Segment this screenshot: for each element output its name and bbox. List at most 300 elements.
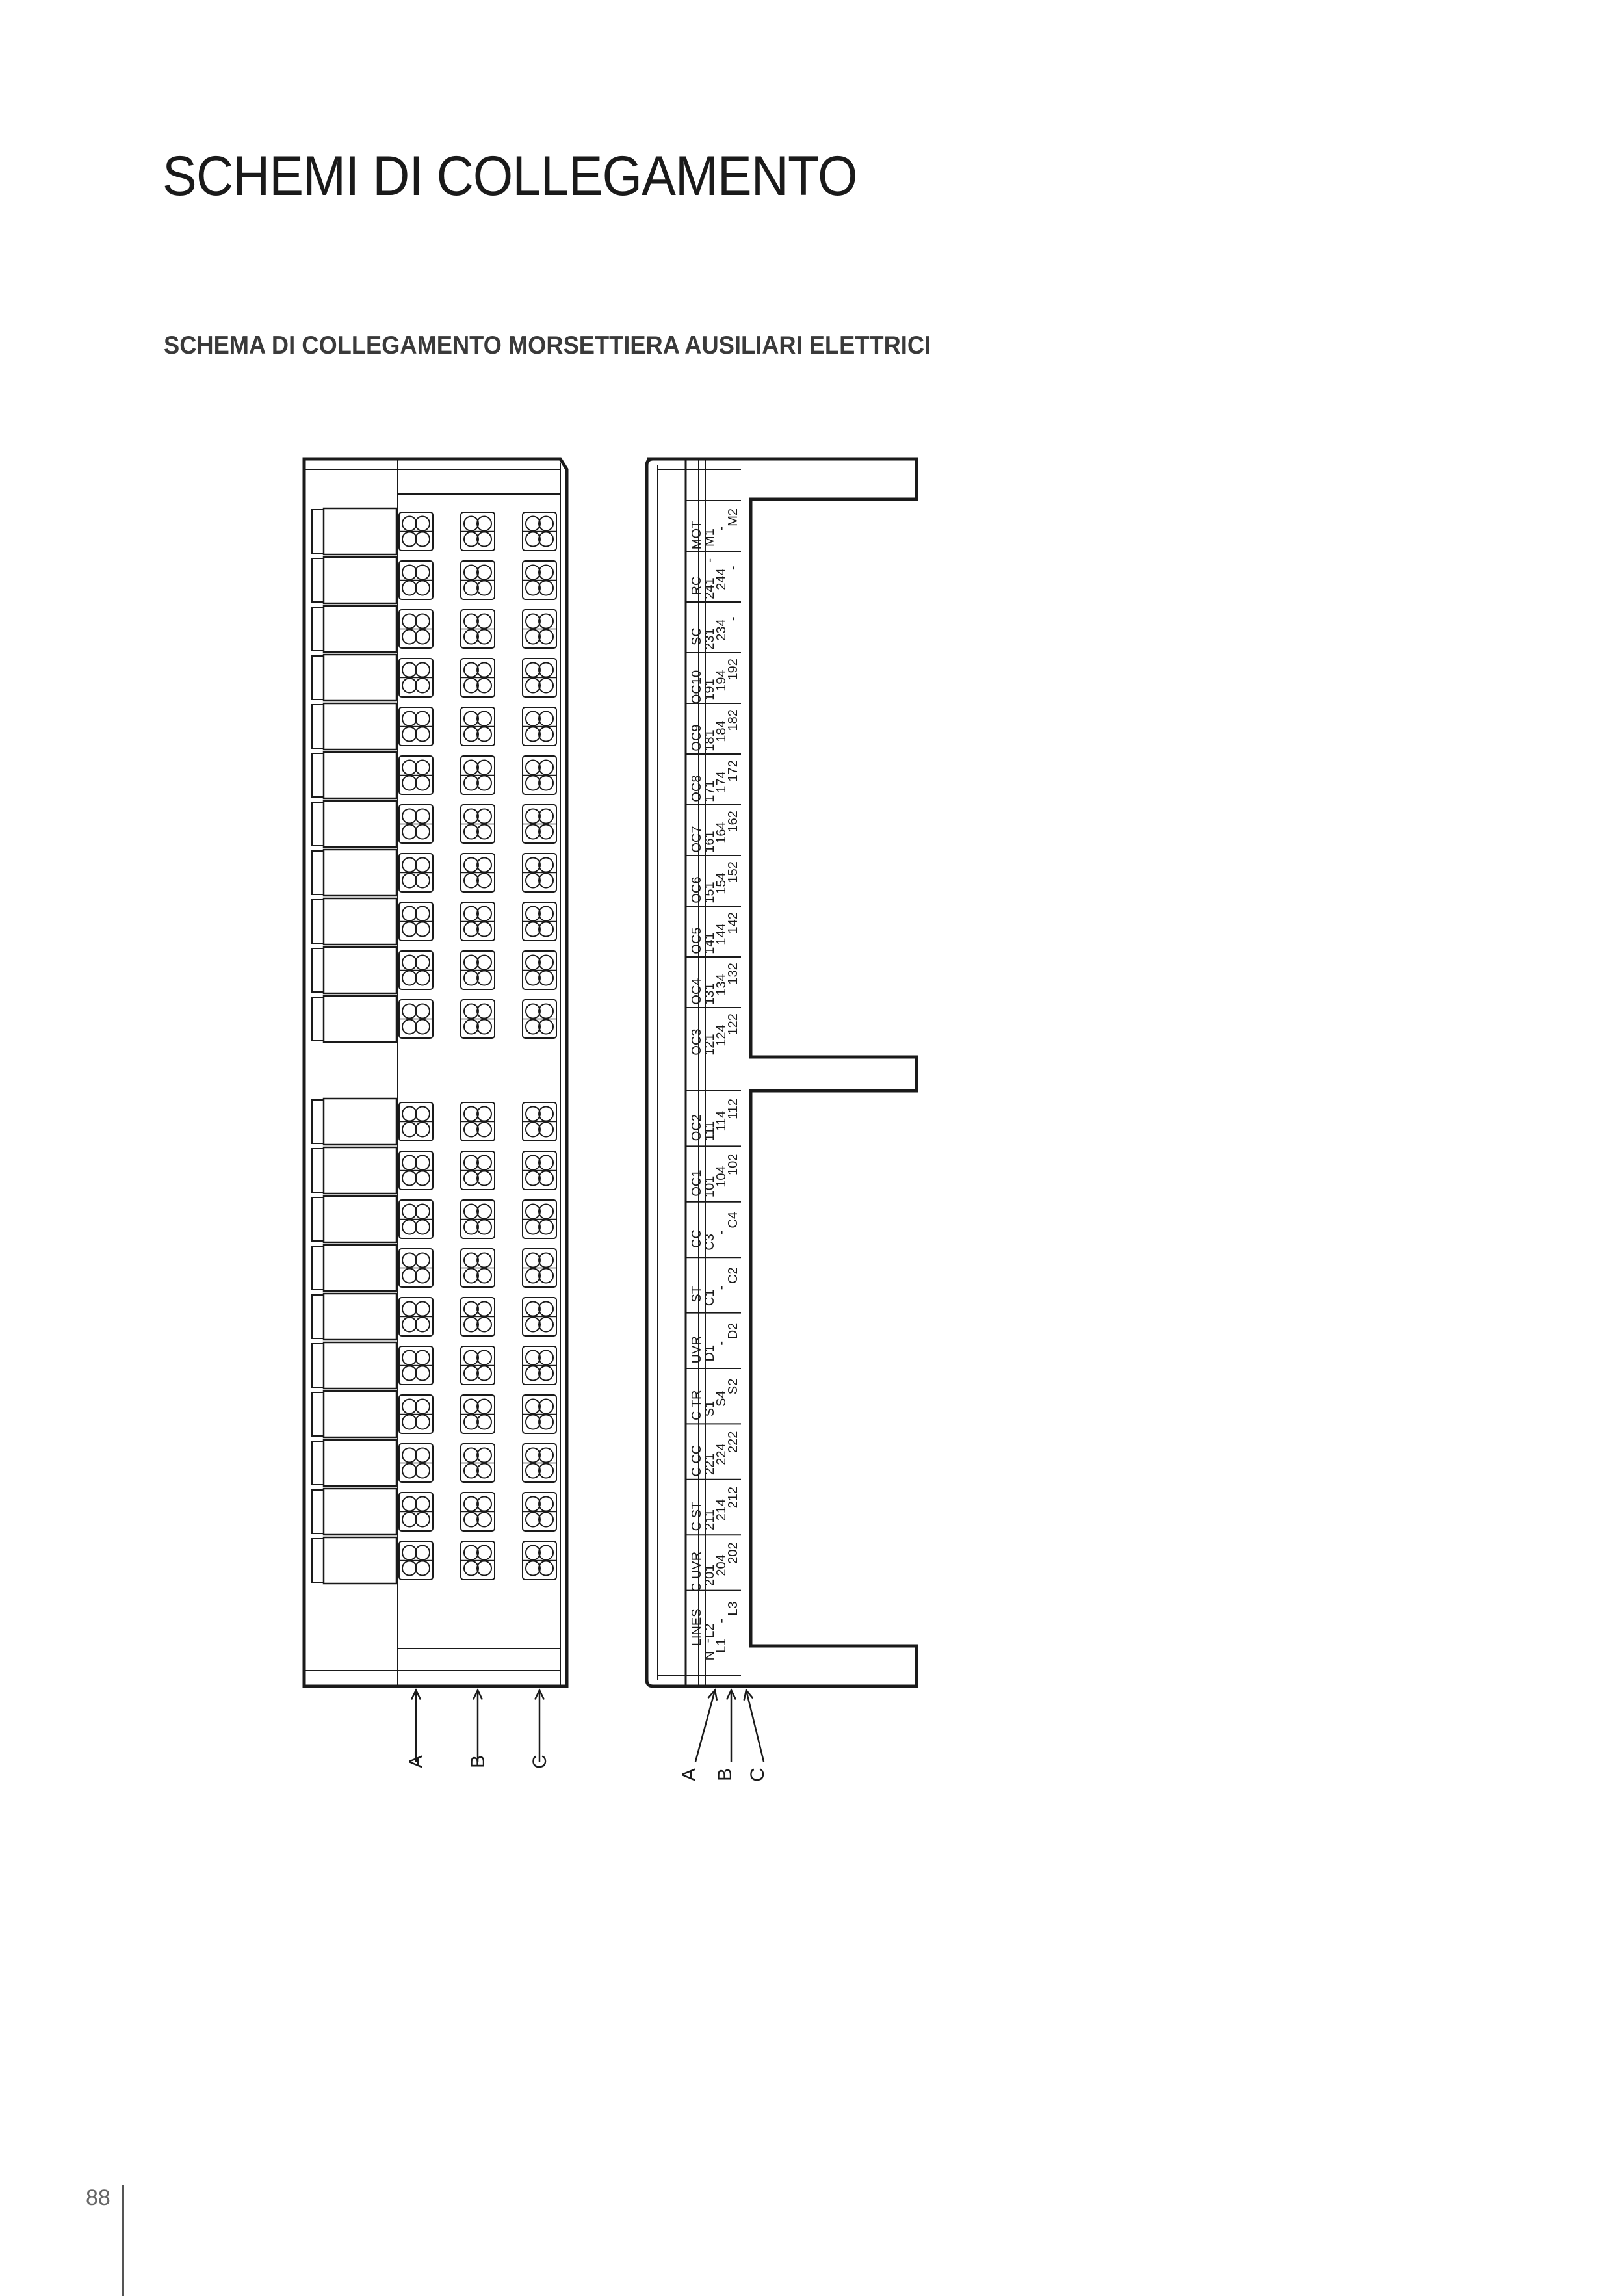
clamp-hole xyxy=(526,1497,540,1511)
arrow-a xyxy=(679,1690,717,1781)
label-value: 214 xyxy=(714,1498,729,1521)
arrow-b xyxy=(467,1690,489,1768)
clamp-hole xyxy=(464,1205,478,1219)
clamp-hole xyxy=(526,679,540,693)
screw-clamp xyxy=(399,854,433,892)
screw-clamp xyxy=(523,756,556,794)
module-tab xyxy=(312,656,324,699)
clamp-hole xyxy=(415,1561,430,1576)
clamp-hole xyxy=(415,776,430,790)
clamp-hole xyxy=(477,956,491,970)
module-body xyxy=(324,655,396,701)
label-value: 231 xyxy=(703,628,717,650)
clamp-hole xyxy=(539,679,553,693)
screw-clamp xyxy=(461,1541,495,1580)
clamp-hole xyxy=(477,1020,491,1034)
module-body xyxy=(324,1342,396,1389)
label-value: 154 xyxy=(714,872,729,894)
label-value: 244 xyxy=(714,568,729,590)
label-value: 104 xyxy=(714,1166,729,1188)
screw-clamp xyxy=(461,610,495,648)
clamp-hole xyxy=(477,1366,491,1381)
clamp-hole xyxy=(526,1302,540,1316)
clamp-hole xyxy=(402,858,417,872)
clamp-hole xyxy=(402,1400,417,1414)
terminal-modules-top xyxy=(312,508,556,1042)
terminal-module xyxy=(312,1537,556,1584)
terminal-label xyxy=(686,1424,741,1479)
terminal-label xyxy=(686,1008,741,1058)
clamp-hole xyxy=(539,809,553,824)
clamp-hole xyxy=(477,1464,491,1478)
label-value: 171 xyxy=(703,780,717,802)
clamp-hole xyxy=(415,825,430,839)
clamp-hole xyxy=(402,1546,417,1560)
clamp-hole xyxy=(402,1561,417,1576)
screw-clamp xyxy=(461,1102,495,1141)
label-value: 141 xyxy=(703,932,717,954)
screw-clamp xyxy=(523,1395,556,1433)
clamp-hole xyxy=(526,809,540,824)
label-value: 202 xyxy=(726,1542,740,1564)
clamp-hole xyxy=(415,1513,430,1527)
clamp-hole xyxy=(477,1351,491,1365)
clamp-hole xyxy=(539,1513,553,1527)
clamp-hole xyxy=(477,517,491,531)
label-value: D1 xyxy=(703,1344,717,1362)
module-tab xyxy=(312,1392,324,1436)
label-header: OC3 xyxy=(690,1028,704,1056)
clamp-hole xyxy=(402,566,417,580)
clamp-hole xyxy=(477,825,491,839)
clamp-hole xyxy=(477,1171,491,1186)
clamp-hole xyxy=(477,663,491,677)
label-header: OC7 xyxy=(690,826,704,853)
clamp-hole xyxy=(464,566,478,580)
screw-clamp xyxy=(523,1151,556,1190)
clamp-hole xyxy=(415,874,430,888)
clamp-hole xyxy=(539,874,553,888)
clamp-hole xyxy=(464,971,478,985)
clamp-hole xyxy=(526,1400,540,1414)
screw-clamp xyxy=(399,561,433,599)
clamp-hole xyxy=(464,1269,478,1283)
clamp-hole xyxy=(415,630,430,644)
clamp-hole xyxy=(402,809,417,824)
screw-clamp xyxy=(461,1346,495,1385)
clamp-hole xyxy=(415,1302,430,1316)
clamp-hole xyxy=(539,1156,553,1170)
clamp-hole xyxy=(477,874,491,888)
clamp-hole xyxy=(415,1020,430,1034)
clamp-hole xyxy=(402,1020,417,1034)
clamp-hole xyxy=(415,971,430,985)
page-title: SCHEMI DI COLLEGAMENTO xyxy=(162,145,857,207)
clamp-hole xyxy=(402,776,417,790)
clamp-hole xyxy=(415,1448,430,1463)
clamp-hole xyxy=(477,566,491,580)
label-value: C2 xyxy=(726,1267,740,1284)
clamp-hole xyxy=(477,1415,491,1429)
terminal-label xyxy=(686,1313,741,1368)
label-header: MOT xyxy=(690,520,704,550)
clamp-hole xyxy=(526,1123,540,1137)
clamp-hole xyxy=(464,1561,478,1576)
module-body xyxy=(324,1099,396,1145)
page-rule xyxy=(122,2185,124,2296)
screw-clamp xyxy=(461,1200,495,1238)
clamp-hole xyxy=(539,1497,553,1511)
clamp-hole xyxy=(402,1497,417,1511)
clamp-hole xyxy=(464,776,478,790)
terminal-label xyxy=(686,754,741,805)
label-value: 241 xyxy=(703,577,717,599)
label-value: 212 xyxy=(726,1487,740,1509)
terminal-module xyxy=(312,557,556,603)
label-value: 191 xyxy=(703,679,717,701)
clamp-hole xyxy=(526,1253,540,1268)
module-body xyxy=(324,557,396,603)
clamp-hole xyxy=(526,1464,540,1478)
screw-clamp xyxy=(461,1298,495,1336)
clamp-hole xyxy=(415,1269,430,1283)
label-value: 162 xyxy=(726,811,740,833)
screw-clamp xyxy=(399,1151,433,1190)
clamp-hole xyxy=(539,1318,553,1332)
screw-clamp xyxy=(523,707,556,746)
label-value: S1 xyxy=(703,1400,717,1417)
clamp-hole xyxy=(464,712,478,726)
arrow-b xyxy=(714,1690,736,1781)
clamp-hole xyxy=(402,1205,417,1219)
clamp-hole xyxy=(539,1464,553,1478)
clamp-hole xyxy=(539,956,553,970)
terminal-module xyxy=(312,703,556,750)
screw-clamp xyxy=(523,805,556,843)
module-body xyxy=(324,1537,396,1584)
clamp-hole xyxy=(464,614,478,629)
terminal-label xyxy=(686,1091,741,1146)
clamp-hole xyxy=(539,971,553,985)
clamp-hole xyxy=(526,614,540,629)
label-value: 194 xyxy=(714,670,729,692)
screw-clamp xyxy=(461,1444,495,1482)
block-arrows xyxy=(406,1690,551,1769)
module-tab xyxy=(312,1100,324,1143)
clamp-hole xyxy=(526,1269,540,1283)
clamp-hole xyxy=(464,1123,478,1137)
screw-clamp xyxy=(461,805,495,843)
screw-clamp xyxy=(523,1493,556,1531)
terminal-module xyxy=(312,655,556,701)
clamp-hole xyxy=(415,1400,430,1414)
module-tab xyxy=(312,1539,324,1582)
clamp-hole xyxy=(402,1004,417,1019)
label-value: 101 xyxy=(703,1175,717,1198)
clamp-hole xyxy=(539,1020,553,1034)
clamp-hole xyxy=(539,922,553,937)
label-value: 142 xyxy=(726,912,740,934)
clamp-hole xyxy=(539,1253,553,1268)
clamp-hole xyxy=(526,1171,540,1186)
screw-clamp xyxy=(523,1541,556,1580)
clamp-hole xyxy=(477,922,491,937)
module-body xyxy=(324,1294,396,1340)
screw-clamp xyxy=(523,1200,556,1238)
module-tab xyxy=(312,1197,324,1241)
clamp-hole xyxy=(477,1497,491,1511)
clamp-hole xyxy=(477,1561,491,1576)
screw-clamp xyxy=(461,1151,495,1190)
clamp-hole xyxy=(402,971,417,985)
clamp-hole xyxy=(415,761,430,775)
clamp-hole xyxy=(477,907,491,921)
screw-clamp xyxy=(399,1541,433,1580)
label-header: OC4 xyxy=(690,978,704,1005)
label-value: 134 xyxy=(714,974,729,996)
clamp-hole xyxy=(526,1205,540,1219)
clamp-hole xyxy=(464,630,478,644)
clamp-hole xyxy=(464,922,478,937)
clamp-hole xyxy=(415,1171,430,1186)
terminal-module xyxy=(312,752,556,798)
terminal-module xyxy=(312,996,556,1042)
terminal-module xyxy=(312,1245,556,1291)
clamp-hole xyxy=(402,1171,417,1186)
clamp-hole xyxy=(415,1464,430,1478)
clamp-hole xyxy=(539,1400,553,1414)
clamp-hole xyxy=(526,1366,540,1381)
clamp-hole xyxy=(464,1513,478,1527)
arrow-label-a: A xyxy=(406,1755,427,1769)
clamp-hole xyxy=(464,1156,478,1170)
clamp-hole xyxy=(526,1561,540,1576)
clamp-hole xyxy=(539,1205,553,1219)
clamp-hole xyxy=(539,581,553,595)
module-body xyxy=(324,508,396,554)
clamp-hole xyxy=(464,1497,478,1511)
label-header: CC xyxy=(690,1229,704,1248)
clamp-hole xyxy=(526,1107,540,1121)
screw-clamp xyxy=(461,854,495,892)
clamp-hole xyxy=(464,1253,478,1268)
clamp-hole xyxy=(526,712,540,726)
clamp-hole xyxy=(526,1156,540,1170)
clamp-hole xyxy=(539,712,553,726)
clamp-hole xyxy=(415,1415,430,1429)
terminal-modules-bottom xyxy=(312,1099,556,1584)
clamp-hole xyxy=(415,907,430,921)
clamp-hole xyxy=(464,956,478,970)
screw-clamp xyxy=(461,561,495,599)
clamp-hole xyxy=(477,1448,491,1463)
clamp-hole xyxy=(526,1220,540,1234)
terminal-label xyxy=(686,653,741,704)
label-value: 221 xyxy=(703,1453,717,1476)
clamp-hole xyxy=(526,1415,540,1429)
screw-clamp xyxy=(523,951,556,989)
clamp-hole xyxy=(477,581,491,595)
clamp-hole xyxy=(464,809,478,824)
label-value: 151 xyxy=(703,881,717,904)
clamp-hole xyxy=(526,858,540,872)
clamp-hole xyxy=(415,663,430,677)
clamp-hole xyxy=(477,1205,491,1219)
label-header: LINES xyxy=(690,1608,704,1647)
clamp-hole xyxy=(526,825,540,839)
clamp-hole xyxy=(415,727,430,742)
arrow-label-a: A xyxy=(679,1768,700,1782)
clamp-hole xyxy=(402,956,417,970)
clamp-hole xyxy=(539,566,553,580)
clamp-hole xyxy=(539,727,553,742)
label-header: OC8 xyxy=(690,775,704,802)
clamp-hole xyxy=(402,1351,417,1365)
clamp-hole xyxy=(539,907,553,921)
clamp-hole xyxy=(539,1448,553,1463)
terminal-module xyxy=(312,1147,556,1194)
module-tab xyxy=(312,948,324,992)
label-header: OC9 xyxy=(690,724,704,751)
module-body xyxy=(324,752,396,798)
block-outline xyxy=(304,459,567,1686)
screw-clamp xyxy=(461,1000,495,1038)
screw-clamp xyxy=(399,659,433,697)
clamp-hole xyxy=(464,1004,478,1019)
screw-clamp xyxy=(399,805,433,843)
module-body xyxy=(324,801,396,847)
screw-clamp xyxy=(399,610,433,648)
label-value: L3 xyxy=(726,1601,740,1616)
clamp-hole xyxy=(526,1351,540,1365)
label-value: 234 xyxy=(714,619,729,641)
terminal-module xyxy=(312,1391,556,1437)
clamp-hole xyxy=(415,1497,430,1511)
module-tab xyxy=(312,558,324,602)
clamp-hole xyxy=(402,1318,417,1332)
clamp-hole xyxy=(415,712,430,726)
clamp-hole xyxy=(526,1004,540,1019)
label-value: 211 xyxy=(703,1509,717,1530)
terminal-module xyxy=(312,850,556,896)
screw-clamp xyxy=(461,659,495,697)
clamp-hole xyxy=(464,1302,478,1316)
module-tab xyxy=(312,510,324,553)
terminal-block-body xyxy=(304,459,567,1686)
screw-clamp xyxy=(523,1249,556,1287)
clamp-hole xyxy=(526,727,540,742)
arrow-label-b: B xyxy=(714,1768,736,1782)
label-value: - xyxy=(714,1618,729,1623)
clamp-hole xyxy=(526,971,540,985)
clamp-hole xyxy=(464,532,478,547)
clamp-hole xyxy=(402,761,417,775)
clamp-hole xyxy=(415,532,430,547)
module-body xyxy=(324,898,396,945)
label-value: 172 xyxy=(726,760,740,782)
screw-clamp xyxy=(399,756,433,794)
clamp-hole xyxy=(539,1366,553,1381)
clamp-hole xyxy=(402,1156,417,1170)
arrow-line xyxy=(746,1690,764,1762)
screw-clamp xyxy=(523,1444,556,1482)
screw-clamp xyxy=(399,1298,433,1336)
terminal-module xyxy=(312,508,556,554)
module-tab xyxy=(312,1149,324,1192)
clamp-hole xyxy=(539,776,553,790)
module-body xyxy=(324,1391,396,1437)
screw-clamp xyxy=(399,1444,433,1482)
terminal-label xyxy=(686,602,741,653)
clamp-hole xyxy=(402,1448,417,1463)
screw-clamp xyxy=(523,659,556,697)
label-header: C UVR xyxy=(690,1551,704,1593)
clamp-hole xyxy=(402,532,417,547)
clamp-hole xyxy=(526,1546,540,1560)
screw-clamp xyxy=(523,1346,556,1385)
label-header: OC2 xyxy=(690,1114,704,1141)
module-tab xyxy=(312,1490,324,1533)
clamp-hole xyxy=(539,1220,553,1234)
screw-clamp xyxy=(461,1249,495,1287)
screw-clamp xyxy=(461,1493,495,1531)
screw-clamp xyxy=(399,1000,433,1038)
module-body xyxy=(324,1489,396,1535)
clamp-hole xyxy=(402,727,417,742)
label-value: C3 xyxy=(703,1234,717,1251)
clamp-hole xyxy=(415,1366,430,1381)
module-tab xyxy=(312,851,324,894)
terminal-label xyxy=(686,1257,741,1312)
clamp-hole xyxy=(402,1123,417,1137)
label-header: ST xyxy=(690,1286,704,1303)
clamp-hole xyxy=(402,614,417,629)
clamp-hole xyxy=(539,517,553,531)
screw-clamp xyxy=(399,951,433,989)
label-value: 152 xyxy=(726,861,740,883)
label-value: M2 xyxy=(726,508,740,527)
clamp-hole xyxy=(539,1546,553,1560)
clamp-hole xyxy=(402,679,417,693)
label-value: S2 xyxy=(726,1378,740,1395)
label-value: S4 xyxy=(714,1390,729,1407)
arrow-a xyxy=(406,1690,427,1768)
clamp-hole xyxy=(539,1561,553,1576)
terminal-label xyxy=(686,805,741,855)
clamp-hole xyxy=(477,712,491,726)
clamp-hole xyxy=(526,776,540,790)
clamp-hole xyxy=(539,1004,553,1019)
label-value: N xyxy=(703,1650,717,1661)
section-title: SCHEMA DI COLLEGAMENTO MORSETTIERA AUSILIARI ELETTRICI xyxy=(164,332,931,359)
clamp-hole xyxy=(464,1107,478,1121)
clamp-hole xyxy=(402,1220,417,1234)
clamp-hole xyxy=(477,679,491,693)
module-tab xyxy=(312,802,324,846)
module-tab xyxy=(312,1246,324,1290)
screw-clamp xyxy=(399,902,433,941)
module-tab xyxy=(312,1295,324,1338)
clamp-hole xyxy=(477,776,491,790)
clamp-hole xyxy=(402,907,417,921)
label-header: UVR xyxy=(690,1336,704,1364)
screw-clamp xyxy=(523,1102,556,1141)
module-body xyxy=(324,850,396,896)
clamp-hole xyxy=(477,1546,491,1560)
module-body xyxy=(324,606,396,652)
screw-clamp xyxy=(461,951,495,989)
clamp-hole xyxy=(415,809,430,824)
